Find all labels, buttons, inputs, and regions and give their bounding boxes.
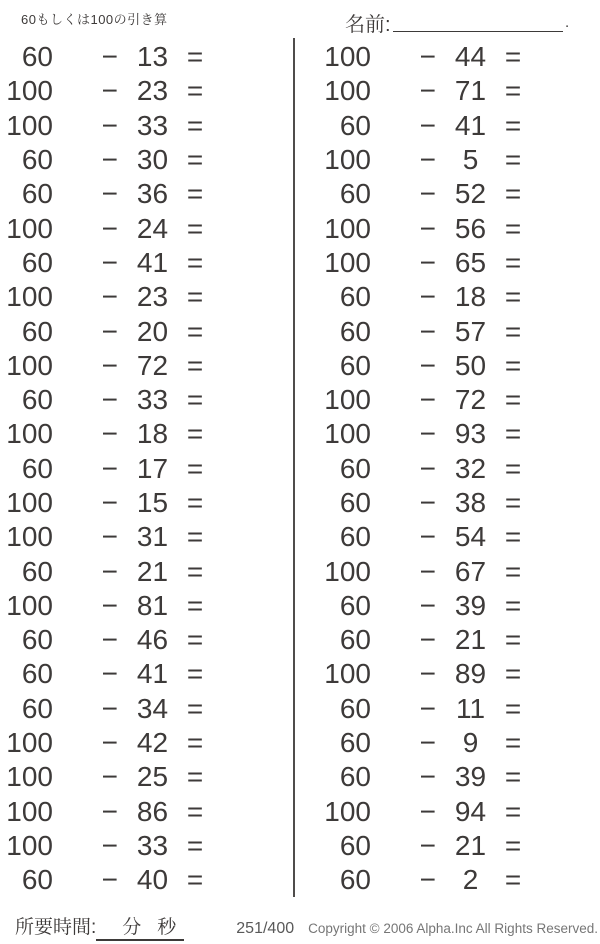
equals-sign: = bbox=[504, 315, 522, 347]
equals-sign: = bbox=[186, 75, 204, 107]
minuend: 100 bbox=[6, 75, 53, 107]
time-required-label: 所要時間: bbox=[15, 917, 97, 938]
problem-row bbox=[318, 211, 596, 245]
equals-sign: = bbox=[186, 521, 204, 553]
equals-sign: = bbox=[186, 624, 204, 656]
minus-sign: − bbox=[419, 521, 436, 553]
subtrahend: 46 bbox=[136, 624, 169, 656]
minuend: 60 bbox=[339, 315, 371, 347]
minus-sign: − bbox=[101, 212, 118, 244]
minuend: 100 bbox=[324, 212, 371, 244]
equals-sign: = bbox=[504, 864, 522, 896]
minuend: 60 bbox=[339, 727, 371, 759]
subtrahend: 44 bbox=[454, 41, 487, 73]
problem-row bbox=[0, 74, 278, 108]
minuend: 60 bbox=[339, 589, 371, 621]
equals-sign: = bbox=[504, 178, 522, 210]
copyright-text: Copyright © 2006 Alpha.Inc All Rights Reserved. bbox=[308, 921, 598, 936]
problem-row bbox=[0, 863, 278, 897]
minuend: 100 bbox=[6, 487, 53, 518]
equals-sign: = bbox=[186, 178, 204, 210]
subtrahend: 72 bbox=[454, 384, 487, 416]
equals-sign: = bbox=[186, 555, 204, 587]
minus-sign: − bbox=[101, 41, 118, 73]
problems-left-column bbox=[0, 40, 278, 897]
minuend: 60 bbox=[21, 555, 53, 587]
subtrahend: 56 bbox=[454, 212, 487, 244]
name-input-line bbox=[393, 31, 563, 32]
minus-sign: − bbox=[101, 144, 118, 176]
problem-row bbox=[318, 74, 596, 108]
equals-sign: = bbox=[186, 487, 204, 518]
problem-row bbox=[318, 726, 596, 760]
equals-sign: = bbox=[186, 761, 204, 793]
equals-sign: = bbox=[186, 864, 204, 896]
minuend: 60 bbox=[339, 761, 371, 793]
subtrahend: 9 bbox=[462, 727, 479, 759]
minuend: 60 bbox=[21, 452, 53, 484]
problem-row bbox=[0, 726, 278, 760]
subtrahend: 23 bbox=[136, 281, 169, 313]
time-blank-line bbox=[96, 912, 184, 941]
minuend: 60 bbox=[339, 109, 371, 141]
minuend: 60 bbox=[21, 178, 53, 210]
equals-sign: = bbox=[504, 624, 522, 656]
minus-sign: − bbox=[419, 144, 436, 176]
equals-sign: = bbox=[504, 658, 522, 690]
subtrahend: 86 bbox=[136, 795, 169, 827]
equals-sign: = bbox=[186, 246, 204, 278]
equals-sign: = bbox=[186, 144, 204, 176]
minus-sign: − bbox=[419, 109, 436, 141]
minus-sign: − bbox=[419, 41, 436, 73]
minuend: 60 bbox=[339, 487, 371, 518]
minuend: 60 bbox=[339, 829, 371, 861]
equals-sign: = bbox=[504, 692, 522, 724]
minus-sign: − bbox=[419, 212, 436, 244]
minuend: 60 bbox=[21, 41, 53, 73]
equals-sign: = bbox=[186, 727, 204, 759]
minuend: 60 bbox=[339, 692, 371, 724]
minus-sign: − bbox=[101, 727, 118, 759]
equals-sign: = bbox=[504, 246, 522, 278]
minuend: 100 bbox=[324, 144, 371, 176]
problem-row bbox=[318, 692, 596, 726]
minuend: 100 bbox=[324, 41, 371, 73]
subtrahend: 81 bbox=[136, 589, 169, 621]
minus-sign: − bbox=[419, 829, 436, 861]
subtrahend: 57 bbox=[454, 315, 487, 347]
subtrahend: 5 bbox=[462, 144, 479, 176]
problem-row bbox=[0, 383, 278, 417]
minus-sign: − bbox=[101, 692, 118, 724]
problem-row bbox=[0, 486, 278, 520]
equals-sign: = bbox=[504, 75, 522, 107]
problem-row bbox=[0, 623, 278, 657]
problem-row bbox=[318, 109, 596, 143]
column-divider bbox=[293, 38, 295, 897]
subtrahend: 65 bbox=[454, 246, 487, 278]
problem-row bbox=[0, 829, 278, 863]
subtrahend: 23 bbox=[136, 75, 169, 107]
minuend: 100 bbox=[6, 829, 53, 861]
problem-row bbox=[318, 383, 596, 417]
minus-sign: − bbox=[419, 75, 436, 107]
minus-sign: − bbox=[101, 795, 118, 827]
subtrahend: 21 bbox=[454, 624, 487, 656]
problem-row bbox=[318, 314, 596, 348]
equals-sign: = bbox=[504, 487, 522, 518]
minuend: 60 bbox=[339, 281, 371, 313]
subtrahend: 13 bbox=[136, 41, 169, 73]
problem-row bbox=[0, 795, 278, 829]
equals-sign: = bbox=[186, 384, 204, 416]
minus-sign: − bbox=[419, 727, 436, 759]
subtrahend: 18 bbox=[136, 418, 169, 450]
equals-sign: = bbox=[504, 727, 522, 759]
subtrahend: 38 bbox=[454, 487, 487, 518]
minus-sign: − bbox=[101, 761, 118, 793]
problem-row bbox=[318, 40, 596, 74]
minuend: 100 bbox=[6, 589, 53, 621]
subtrahend: 36 bbox=[136, 178, 169, 210]
minuend: 60 bbox=[21, 692, 53, 724]
subtrahend: 21 bbox=[454, 829, 487, 861]
minus-sign: − bbox=[419, 281, 436, 313]
minus-sign: − bbox=[419, 761, 436, 793]
minuend: 100 bbox=[6, 761, 53, 793]
footer bbox=[15, 912, 598, 941]
name-label: 名前: bbox=[345, 14, 391, 36]
minuend: 60 bbox=[21, 144, 53, 176]
problem-row bbox=[318, 829, 596, 863]
minus-sign: − bbox=[419, 589, 436, 621]
problem-row bbox=[0, 177, 278, 211]
minuend: 60 bbox=[21, 864, 53, 896]
subtrahend: 2 bbox=[462, 864, 479, 896]
minus-sign: − bbox=[419, 418, 436, 450]
problem-row bbox=[0, 452, 278, 486]
equals-sign: = bbox=[186, 452, 204, 484]
problem-row bbox=[0, 657, 278, 691]
subtrahend: 52 bbox=[454, 178, 487, 210]
minus-sign: − bbox=[419, 864, 436, 896]
minus-sign: − bbox=[101, 658, 118, 690]
minuend: 100 bbox=[6, 521, 53, 553]
problem-row bbox=[318, 554, 596, 588]
problem-row bbox=[0, 417, 278, 451]
minus-sign: − bbox=[101, 384, 118, 416]
minuend: 60 bbox=[21, 658, 53, 690]
minus-sign: − bbox=[419, 315, 436, 347]
minus-sign: − bbox=[419, 795, 436, 827]
equals-sign: = bbox=[186, 829, 204, 861]
minuend: 100 bbox=[324, 418, 371, 450]
problem-row bbox=[318, 143, 596, 177]
minuend: 100 bbox=[6, 212, 53, 244]
minus-sign: − bbox=[419, 452, 436, 484]
subtrahend: 31 bbox=[136, 521, 169, 553]
equals-sign: = bbox=[504, 521, 522, 553]
equals-sign: = bbox=[504, 212, 522, 244]
subtrahend: 72 bbox=[136, 349, 169, 381]
problem-row bbox=[0, 692, 278, 726]
subtrahend: 54 bbox=[454, 521, 487, 553]
subtrahend: 33 bbox=[136, 384, 169, 416]
minus-sign: − bbox=[419, 555, 436, 587]
minus-sign: − bbox=[101, 864, 118, 896]
minuend: 60 bbox=[21, 246, 53, 278]
subtrahend: 67 bbox=[454, 555, 487, 587]
minuend: 60 bbox=[339, 178, 371, 210]
minuend: 100 bbox=[324, 555, 371, 587]
equals-sign: = bbox=[504, 281, 522, 313]
equals-sign: = bbox=[504, 349, 522, 381]
problem-row bbox=[0, 349, 278, 383]
problem-row bbox=[318, 657, 596, 691]
subtrahend: 89 bbox=[454, 658, 487, 690]
subtrahend: 33 bbox=[136, 829, 169, 861]
minuend: 60 bbox=[21, 624, 53, 656]
equals-sign: = bbox=[186, 658, 204, 690]
minuend: 60 bbox=[21, 384, 53, 416]
minus-sign: − bbox=[101, 521, 118, 553]
minuend: 60 bbox=[21, 315, 53, 347]
minus-sign: − bbox=[101, 589, 118, 621]
minuend: 100 bbox=[6, 727, 53, 759]
subtrahend: 34 bbox=[136, 692, 169, 724]
minus-sign: − bbox=[101, 315, 118, 347]
subtrahend: 41 bbox=[136, 658, 169, 690]
equals-sign: = bbox=[504, 384, 522, 416]
problem-row bbox=[318, 795, 596, 829]
problem-row bbox=[0, 589, 278, 623]
subtrahend: 41 bbox=[136, 246, 169, 278]
minuend: 100 bbox=[6, 281, 53, 313]
subtrahend: 94 bbox=[454, 795, 487, 827]
minus-sign: − bbox=[419, 624, 436, 656]
subtrahend: 32 bbox=[454, 452, 487, 484]
problem-row bbox=[0, 211, 278, 245]
minuend: 100 bbox=[324, 658, 371, 690]
equals-sign: = bbox=[504, 418, 522, 450]
minuend: 100 bbox=[6, 418, 53, 450]
problem-row bbox=[0, 760, 278, 794]
problem-row bbox=[0, 143, 278, 177]
name-line-dot: . bbox=[565, 14, 570, 31]
minus-sign: − bbox=[101, 487, 118, 518]
minus-sign: − bbox=[419, 246, 436, 278]
minus-sign: − bbox=[101, 281, 118, 313]
minuend: 100 bbox=[324, 384, 371, 416]
subtrahend: 21 bbox=[136, 555, 169, 587]
problem-row bbox=[0, 246, 278, 280]
equals-sign: = bbox=[186, 281, 204, 313]
worksheet-title: 60もしくは100の引き算 bbox=[21, 12, 168, 27]
minuend: 100 bbox=[6, 109, 53, 141]
minus-sign: − bbox=[419, 178, 436, 210]
equals-sign: = bbox=[186, 418, 204, 450]
minus-sign: − bbox=[101, 418, 118, 450]
subtrahend: 24 bbox=[136, 212, 169, 244]
minus-sign: − bbox=[101, 349, 118, 381]
equals-sign: = bbox=[186, 109, 204, 141]
minutes-label: 分 bbox=[122, 917, 142, 938]
problem-row bbox=[0, 109, 278, 143]
problem-row bbox=[318, 177, 596, 211]
minuend: 60 bbox=[339, 624, 371, 656]
minus-sign: − bbox=[101, 178, 118, 210]
equals-sign: = bbox=[504, 41, 522, 73]
subtrahend: 42 bbox=[136, 727, 169, 759]
minus-sign: − bbox=[419, 349, 436, 381]
equals-sign: = bbox=[186, 692, 204, 724]
equals-sign: = bbox=[504, 795, 522, 827]
problem-row bbox=[318, 623, 596, 657]
problem-row bbox=[318, 589, 596, 623]
minuend: 60 bbox=[339, 864, 371, 896]
subtrahend: 41 bbox=[454, 109, 487, 141]
minus-sign: − bbox=[419, 692, 436, 724]
equals-sign: = bbox=[186, 212, 204, 244]
subtrahend: 50 bbox=[454, 349, 487, 381]
problem-row bbox=[0, 280, 278, 314]
minus-sign: − bbox=[101, 624, 118, 656]
equals-sign: = bbox=[504, 589, 522, 621]
subtrahend: 25 bbox=[136, 761, 169, 793]
subtrahend: 17 bbox=[136, 452, 169, 484]
problems-right-column bbox=[318, 40, 596, 897]
minuend: 100 bbox=[324, 795, 371, 827]
subtrahend: 40 bbox=[136, 864, 169, 896]
problem-row bbox=[318, 486, 596, 520]
equals-sign: = bbox=[186, 589, 204, 621]
minus-sign: − bbox=[101, 829, 118, 861]
minus-sign: − bbox=[101, 452, 118, 484]
equals-sign: = bbox=[504, 829, 522, 861]
minuend: 60 bbox=[339, 349, 371, 381]
equals-sign: = bbox=[186, 41, 204, 73]
minus-sign: − bbox=[101, 246, 118, 278]
seconds-label: 秒 bbox=[157, 917, 177, 938]
subtrahend: 20 bbox=[136, 315, 169, 347]
equals-sign: = bbox=[186, 315, 204, 347]
problem-row bbox=[318, 863, 596, 897]
subtrahend: 71 bbox=[454, 75, 487, 107]
minus-sign: − bbox=[101, 75, 118, 107]
equals-sign: = bbox=[186, 349, 204, 381]
problem-row bbox=[318, 246, 596, 280]
minus-sign: − bbox=[419, 658, 436, 690]
minuend: 100 bbox=[324, 75, 371, 107]
problem-row bbox=[318, 417, 596, 451]
problem-row bbox=[318, 452, 596, 486]
subtrahend: 30 bbox=[136, 144, 169, 176]
subtrahend: 15 bbox=[136, 487, 169, 518]
problem-row bbox=[318, 349, 596, 383]
minus-sign: − bbox=[101, 109, 118, 141]
problem-row bbox=[0, 520, 278, 554]
page-indicator: 251/400 bbox=[236, 920, 295, 937]
problem-row bbox=[0, 314, 278, 348]
problem-row bbox=[318, 520, 596, 554]
equals-sign: = bbox=[504, 144, 522, 176]
minus-sign: − bbox=[101, 555, 118, 587]
equals-sign: = bbox=[504, 555, 522, 587]
minuend: 60 bbox=[339, 452, 371, 484]
subtrahend: 33 bbox=[136, 109, 169, 141]
subtrahend: 39 bbox=[454, 761, 487, 793]
minus-sign: − bbox=[419, 384, 436, 416]
problem-row bbox=[318, 280, 596, 314]
subtrahend: 93 bbox=[454, 418, 487, 450]
equals-sign: = bbox=[504, 761, 522, 793]
problem-row bbox=[0, 554, 278, 588]
minuend: 100 bbox=[6, 349, 53, 381]
minuend: 100 bbox=[6, 795, 53, 827]
minus-sign: − bbox=[419, 487, 436, 518]
subtrahend: 11 bbox=[455, 692, 486, 724]
equals-sign: = bbox=[504, 109, 522, 141]
problem-row bbox=[318, 760, 596, 794]
minuend: 60 bbox=[339, 521, 371, 553]
problem-row bbox=[0, 40, 278, 74]
equals-sign: = bbox=[186, 795, 204, 827]
minuend: 100 bbox=[324, 246, 371, 278]
subtrahend: 39 bbox=[454, 589, 487, 621]
subtrahend: 18 bbox=[454, 281, 487, 313]
equals-sign: = bbox=[504, 452, 522, 484]
